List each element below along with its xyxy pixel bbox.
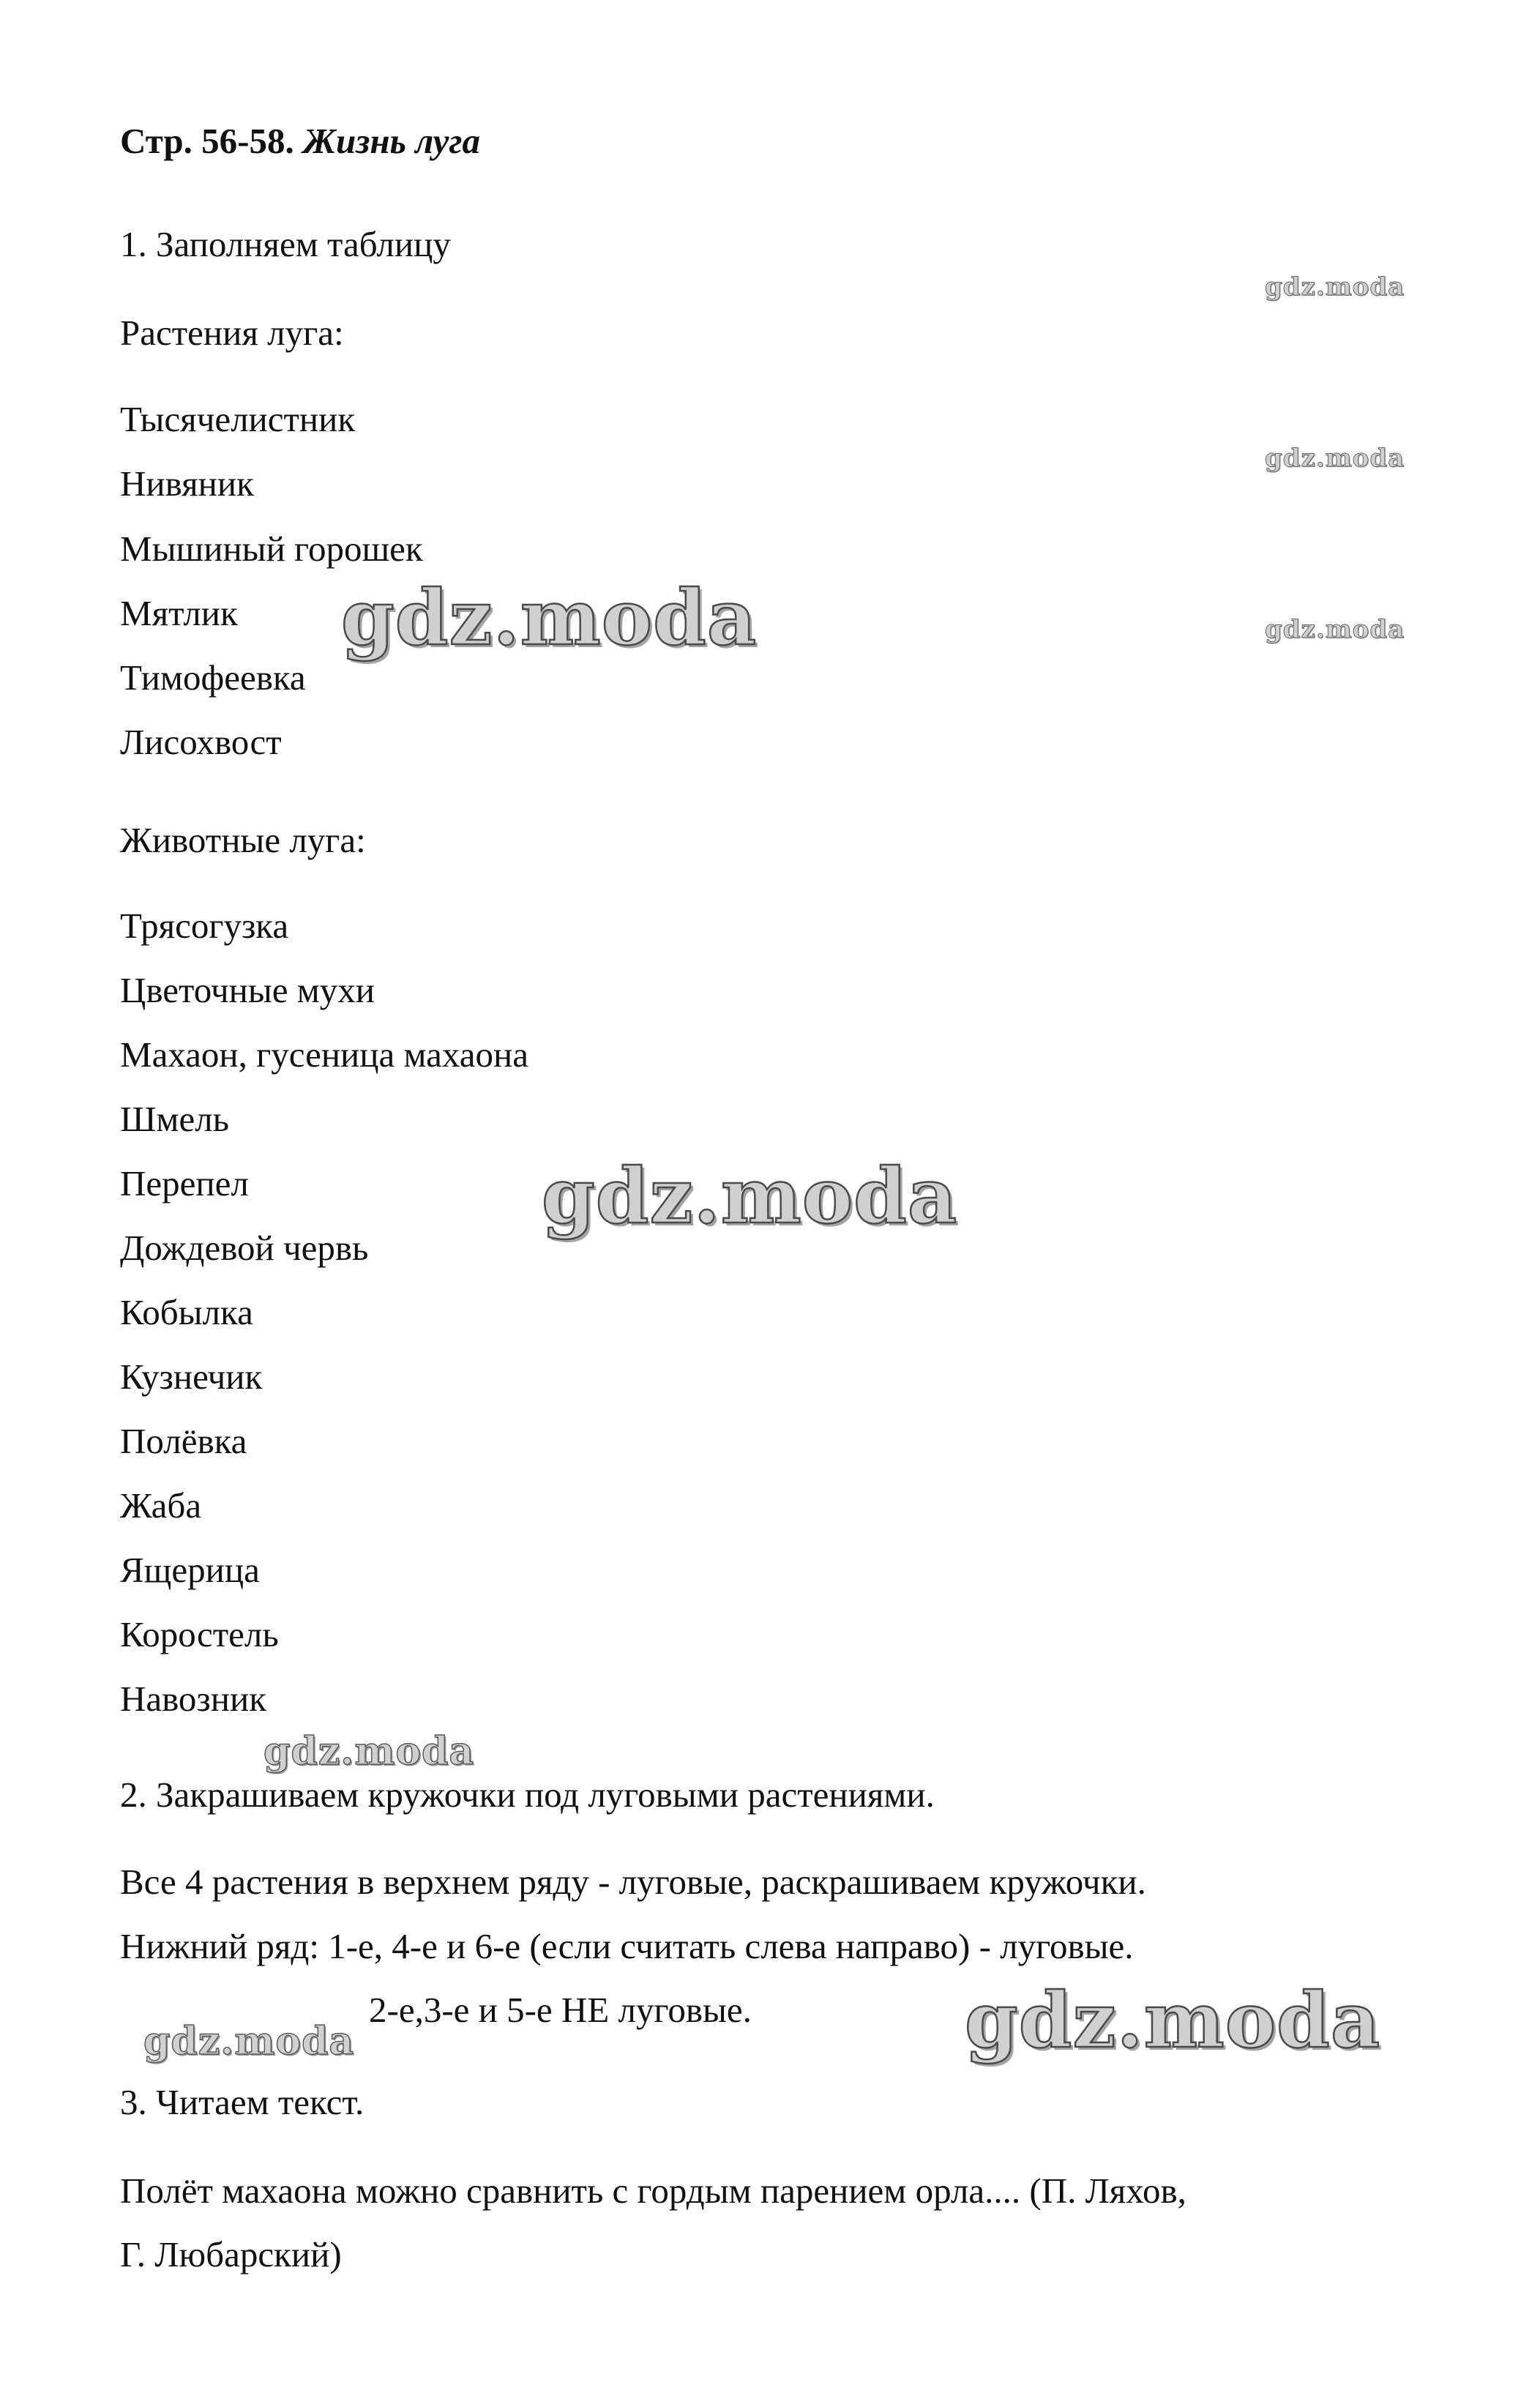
animals-label: Животные луга: (120, 820, 366, 860)
plant-item: Мятлик (120, 593, 238, 633)
task1-heading: 1. Заполняем таблицу (120, 224, 451, 264)
task3-line: Полёт махаона можно сравнить с гордым парением орла.... (П. Ляхов, (120, 2171, 1186, 2211)
animal-item: Цветочные мухи (120, 970, 375, 1010)
watermark: gdz.moda (1265, 444, 1405, 473)
animal-item: Кобылка (120, 1292, 253, 1332)
page-title (120, 119, 480, 163)
animal-item: Жаба (120, 1485, 202, 1526)
task2-line: 2-е,3-е и 5-е НЕ луговые. (369, 1990, 752, 2030)
animal-item: Ящерица (120, 1550, 260, 1590)
animal-item: Махаон, гусеница махаона (120, 1034, 528, 1075)
task2-heading: 2. Закрашиваем кружочки под луговыми растениями. (120, 1774, 935, 1815)
animal-item: Перепел (120, 1163, 249, 1203)
plant-item: Нивяник (120, 463, 254, 504)
task3-line: Г. Любарский) (120, 2234, 342, 2274)
task2-line: Все 4 растения в верхнем ряду - луговые, раскрашиваем кружочки. (120, 1862, 1146, 1902)
animal-item: Полёвка (120, 1421, 247, 1461)
plant-item: Тысячелистник (120, 399, 356, 439)
title-pages: Стр. 56-58. (120, 121, 294, 161)
plant-item: Лисохвост (120, 722, 282, 762)
plant-item: Мышиный горошек (120, 529, 423, 569)
animal-item: Шмель (120, 1099, 229, 1139)
watermark: gdz.moda (341, 572, 758, 663)
plant-item: Тимофеевка (120, 657, 306, 698)
watermark: gdz.moda (542, 1151, 958, 1241)
watermark: gdz.moda (263, 1729, 475, 1774)
plants-label: Растения луга: (120, 313, 344, 353)
animal-item: Дождевой червь (120, 1228, 369, 1268)
watermark: gdz.moda (143, 2019, 355, 2064)
watermark: gdz.moda (965, 1975, 1381, 2065)
animal-item: Коростель (120, 1614, 279, 1654)
task3-heading: 3. Читаем текст. (120, 2082, 365, 2122)
animal-item: Кузнечик (120, 1356, 263, 1397)
animal-item: Трясогузка (120, 906, 289, 946)
task2-line: Нижний ряд: 1-е, 4-е и 6-е (если считать слева направо) - луговые. (120, 1926, 1134, 1966)
animal-item: Навозник (120, 1679, 267, 1719)
title-topic: Жизнь луга (302, 121, 481, 161)
watermark: gdz.moda (1265, 272, 1405, 302)
watermark: gdz.moda (1265, 615, 1405, 644)
